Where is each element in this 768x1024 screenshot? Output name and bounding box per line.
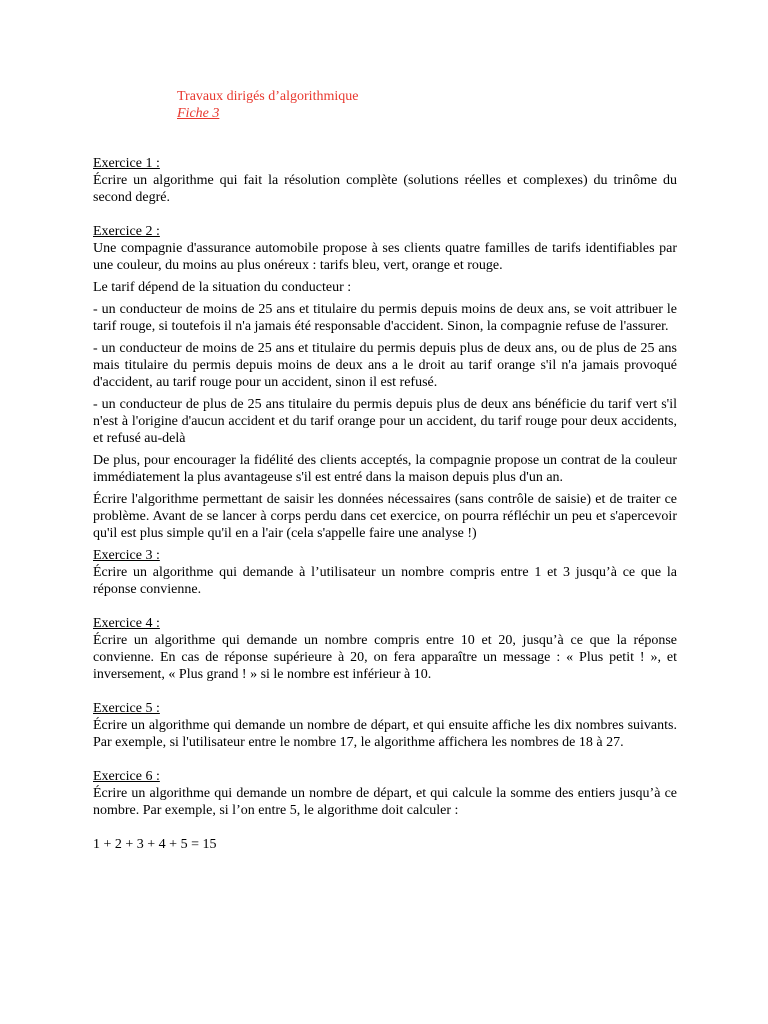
document-header [177, 88, 358, 122]
exercise-3-text: Écrire un algorithme qui demande à l’utilisateur un nombre compris entre 1 et 3 jusqu’à ce que la réponse convienne. [93, 565, 677, 597]
exercise-5-text: Écrire un algorithme qui demande un nombre de départ, et qui ensuite affiche les dix nombres suivants. Par exemple, si l'utilisateur entre le nombre 17, le algorithme affichera les nombres de 18 à 27. [93, 718, 677, 750]
exercise-2-heading: Exercice 2 : [93, 224, 160, 239]
exercise-1 [93, 155, 677, 206]
exercise-2-paragraph: Le tarif dépend de la situation du conducteur : [93, 280, 352, 295]
exercise-4-heading: Exercice 4 : [93, 616, 160, 631]
exercise-5-heading: Exercice 5 : [93, 701, 160, 716]
exercise-6 [93, 768, 677, 853]
exercise-6-heading: Exercice 6 : [93, 769, 160, 784]
exercise-2-paragraph: - un conducteur de moins de 25 ans et titulaire du permis depuis plus de deux ans, ou de plus de 25 ans mais titulaire du permis depuis moins de deux ans a le droit au tarif orange s'il n'a jamais provoqué d'accident, au tarif rouge pour un accident, sinon il est refusé. [93, 341, 677, 390]
exercise-3-heading: Exercice 3 : [93, 548, 160, 563]
document-subtitle: Fiche 3 [177, 106, 220, 121]
document-title: Travaux dirigés d’algorithmique [177, 89, 359, 104]
exercise-6-formula: 1 + 2 + 3 + 4 + 5 = 15 [93, 837, 217, 852]
exercise-2-paragraph: Écrire l'algorithme permettant de saisir les données nécessaires (sans contrôle de saisie) et de traiter ce problème. Avant de se lancer à corps perdu dans cet exercice, on pourra réfléchir un peu et s'apercevoir qu'il est plus simple qu'il en a l'air (cela s'appelle faire une analyse !) [93, 492, 677, 541]
exercise-6-text: Écrire un algorithme qui demande un nombre de départ, et qui calcule la somme des entiers jusqu’à ce nombre. Par exemple, si l’on entre 5, le algorithme doit calculer : [93, 786, 677, 818]
exercise-3 [93, 547, 677, 598]
exercise-4-text: Écrire un algorithme qui demande un nombre compris entre 10 et 20, jusqu’à ce que la réponse convienne. En cas de réponse supérieure à 20, on fera apparaître un message : « Plus petit ! », et inversement, « Plus grand ! » si le nombre est inférieur à 10. [93, 633, 677, 682]
exercise-2-paragraph: - un conducteur de moins de 25 ans et titulaire du permis depuis moins de deux ans, se voit attribuer le tarif rouge, si toutefois il n'a jamais été responsable d'accident. Sinon, la compagnie refuse de l'assurer. [93, 302, 677, 334]
exercise-2-paragraph: De plus, pour encourager la fidélité des clients acceptés, la compagnie propose un contrat de la couleur immédiatement la plus avantageuse s'il est entré dans la maison depuis plus d'un an. [93, 453, 677, 485]
exercise-5 [93, 700, 677, 751]
exercise-1-heading: Exercice 1 : [93, 156, 160, 171]
exercise-2-paragraph: Une compagnie d'assurance automobile propose à ses clients quatre familles de tarifs identifiables par une couleur, du moins au plus onéreux : tarifs bleu, vert, orange et rouge. [93, 241, 677, 273]
document-body [93, 155, 677, 853]
exercise-1-text: Écrire un algorithme qui fait la résolution complète (solutions réelles et complexes) du trinôme du second degré. [93, 173, 677, 205]
exercise-4 [93, 615, 677, 683]
exercise-2-paragraph: - un conducteur de plus de 25 ans titulaire du permis depuis plus de deux ans bénéficie du tarif vert s'il n'est à l'origine d'aucun accident et du tarif orange pour un accident, du tarif rouge pour deux accidents, et refusé au-delà [93, 397, 677, 446]
exercise-2 [93, 223, 677, 542]
